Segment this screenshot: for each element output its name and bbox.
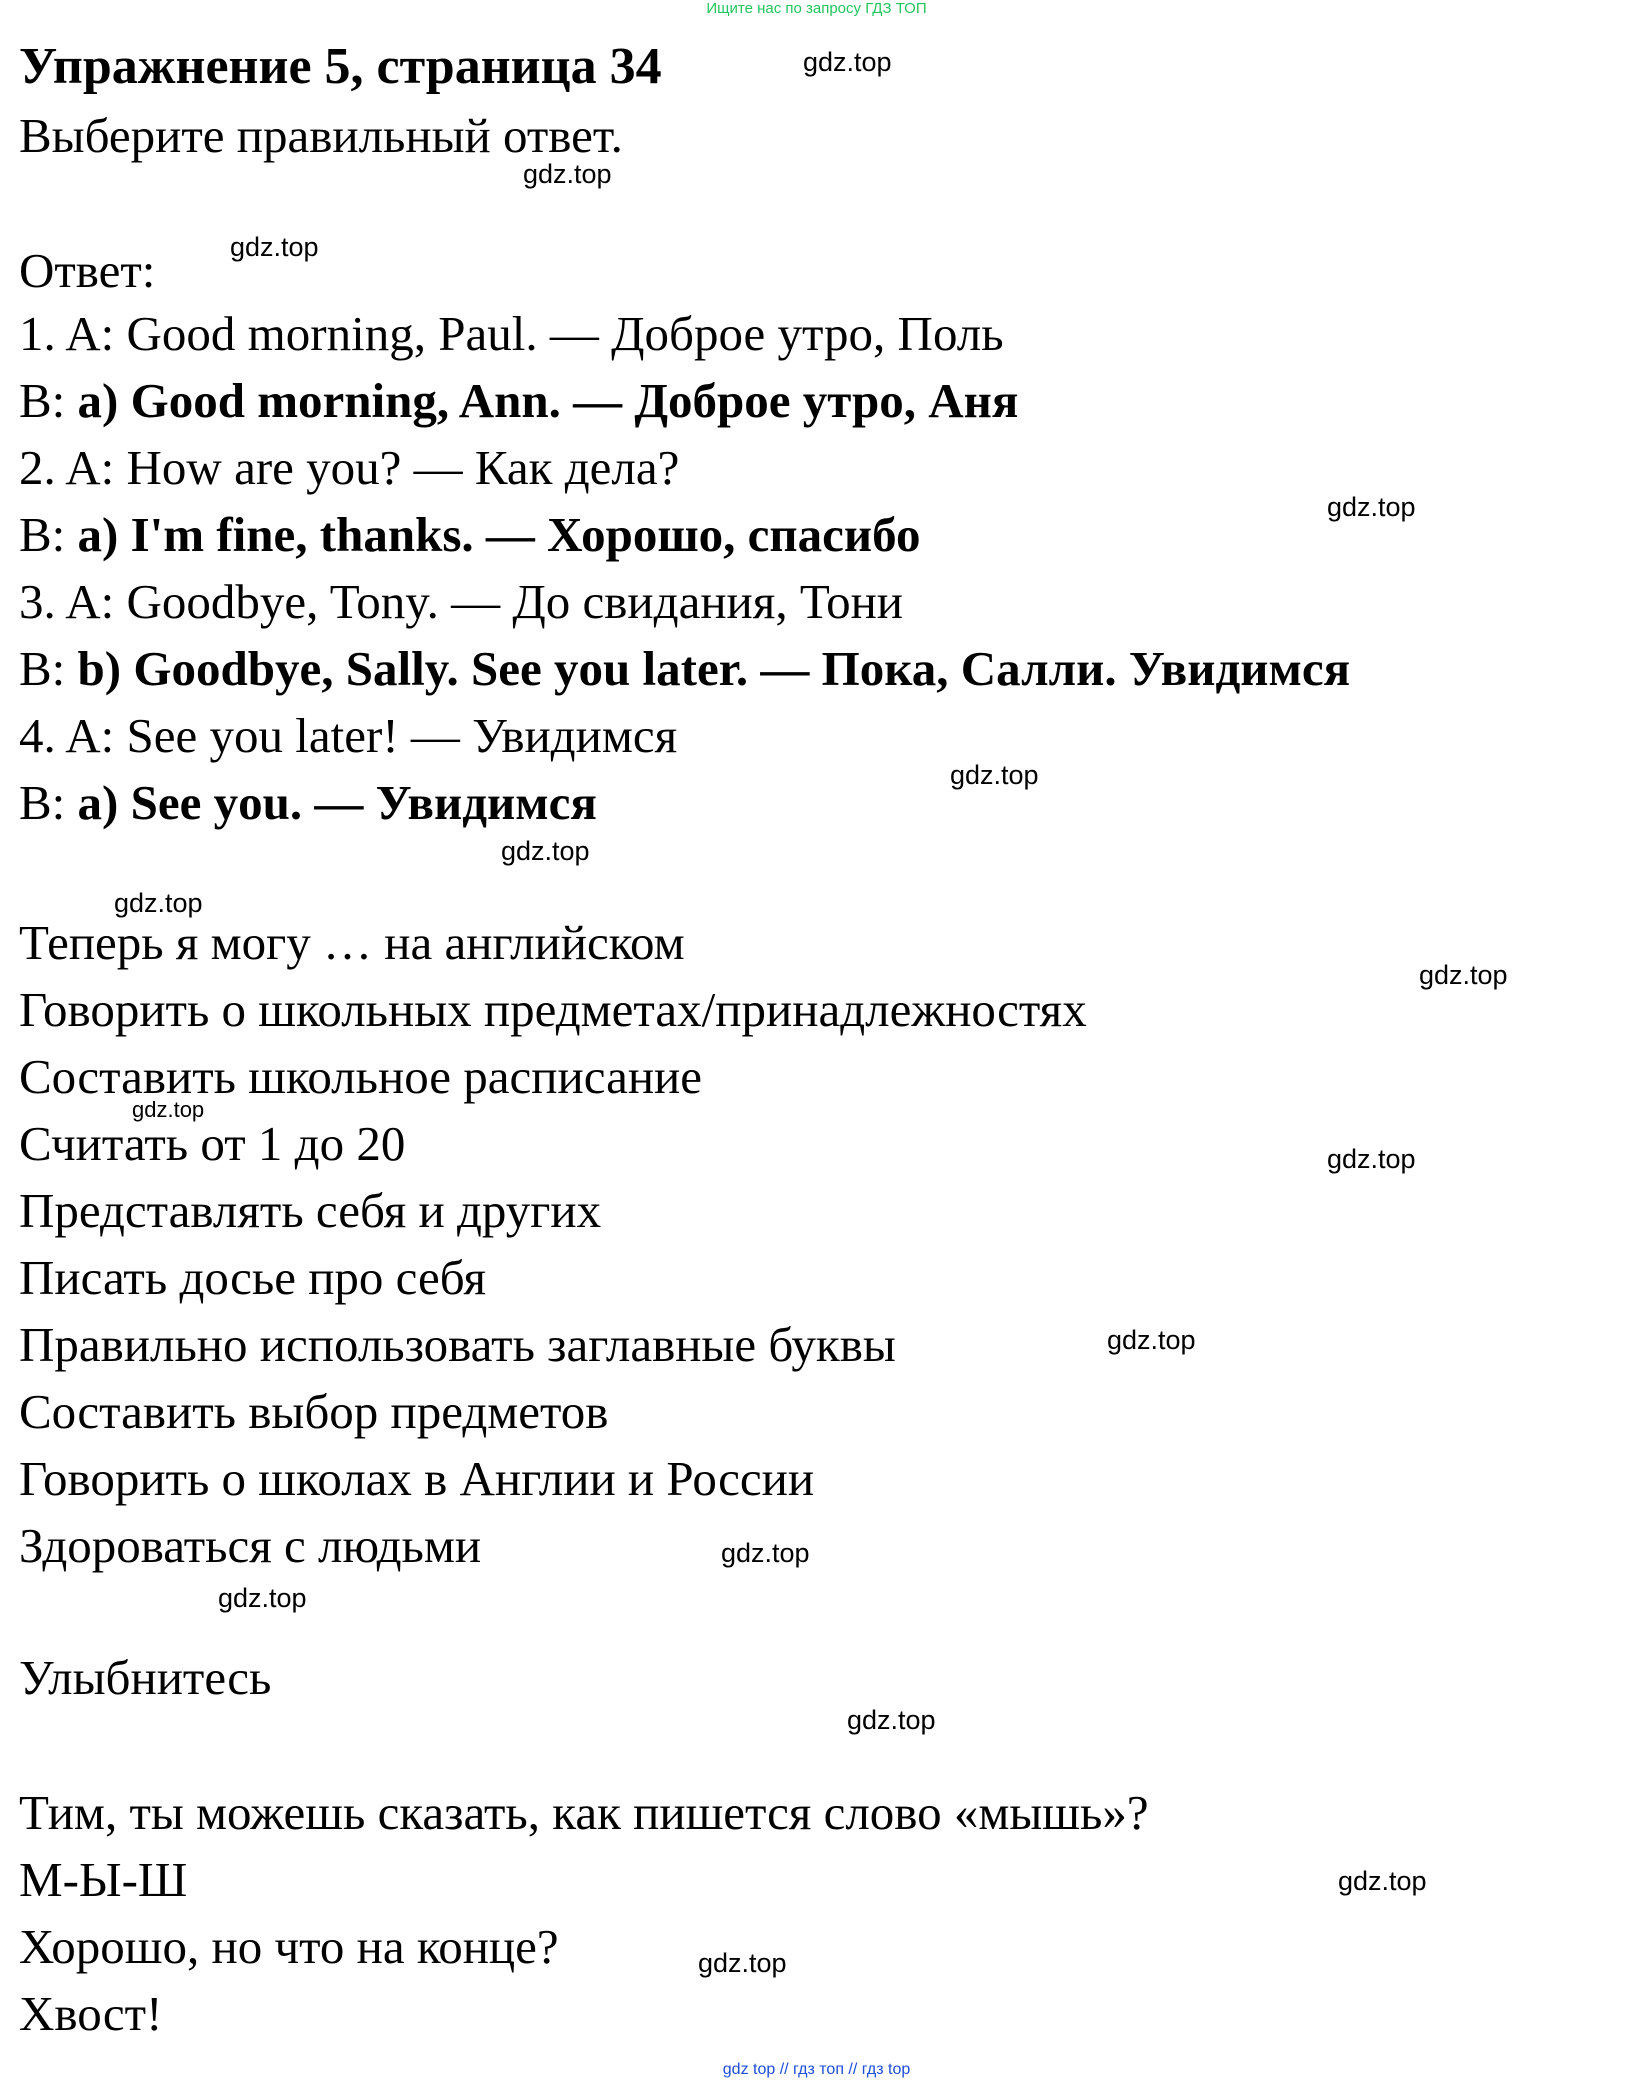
instruction: Выберите правильный ответ. <box>19 108 623 163</box>
joke-line: М-Ы-Ш <box>19 1852 188 1907</box>
dialogue-2-a: 2. A: How are you? — Как дела? <box>19 440 680 495</box>
dialogue-3-b <box>19 638 1350 700</box>
skill-item: Правильно использовать заглавные буквы <box>19 1317 896 1372</box>
answer-label: Ответ: <box>19 243 156 298</box>
watermark: gdz.top <box>218 1583 307 1613</box>
watermark: gdz.top <box>698 1948 787 1978</box>
watermark: gdz.top <box>1419 960 1508 990</box>
dialogue-b-prefix: B: <box>19 775 78 830</box>
watermark: gdz.top <box>230 232 319 262</box>
skill-item: Составить школьное расписание <box>19 1049 703 1104</box>
dialogue-1-b <box>19 370 1018 432</box>
watermark: gdz.top <box>721 1538 810 1568</box>
joke-line: Хорошо, но что на конце? <box>19 1919 559 1974</box>
watermark: gdz.top <box>1327 1144 1416 1174</box>
watermark: gdz.top <box>114 888 203 918</box>
watermark: gdz.top <box>523 159 612 189</box>
watermark: gdz.top <box>132 1097 205 1122</box>
top-banner: Ищите нас по запросу ГДЗ ТОП <box>706 0 927 17</box>
skill-item: Считать от 1 до 20 <box>19 1116 406 1171</box>
watermark: gdz.top <box>1107 1325 1196 1355</box>
page-title: Упражнение 5, страница 34 <box>19 38 662 95</box>
dialogue-3-a: 3. A: Goodbye, Tony. — До свидания, Тони <box>19 574 904 629</box>
footer-links: gdz top // гдз топ // гдз top <box>722 2061 911 2078</box>
skill-item: Составить выбор предметов <box>19 1384 609 1439</box>
joke-line: Тим, ты можешь сказать, как пишется слово «мышь»? <box>19 1785 1149 1840</box>
dialogue-1-answer: a) Good morning, Ann. — Доброе утро, Аня <box>77 373 1019 428</box>
skill-item: Говорить о школьных предметах/принадлежностях <box>19 982 1087 1037</box>
dialogue-4-b <box>19 772 597 834</box>
skills-heading: Теперь я могу … на английском <box>19 915 685 970</box>
dialogue-4-a: 4. A: See you later! — Увидимся <box>19 708 678 763</box>
watermark: gdz.top <box>847 1705 936 1735</box>
skill-item: Здороваться с людьми <box>19 1518 482 1573</box>
watermark: gdz.top <box>501 836 590 866</box>
dialogue-1-a: 1. A: Good morning, Paul. — Доброе утро, Поль <box>19 306 1004 361</box>
smile-heading: Улыбнитесь <box>19 1650 272 1705</box>
dialogue-2-b <box>19 504 921 566</box>
watermark: gdz.top <box>1327 492 1416 522</box>
dialogue-3-answer: b) Goodbye, Sally. See you later. — Пока, Салли. Увидимся <box>77 641 1351 696</box>
watermark: gdz.top <box>1338 1866 1427 1896</box>
watermark: gdz.top <box>803 47 892 77</box>
watermark: gdz.top <box>950 760 1039 790</box>
dialogue-b-prefix: B: <box>19 507 78 562</box>
dialogue-b-prefix: B: <box>19 373 78 428</box>
skill-item: Представлять себя и других <box>19 1183 602 1238</box>
dialogue-4-answer: a) See you. — Увидимся <box>77 775 597 830</box>
dialogue-2-answer: a) I'm fine, thanks. — Хорошо, спасибо <box>77 507 921 562</box>
skill-item: Говорить о школах в Англии и России <box>19 1451 815 1506</box>
skill-item: Писать досье про себя <box>19 1250 487 1305</box>
joke-line: Хвост! <box>19 1986 163 2041</box>
dialogue-b-prefix: B: <box>19 641 78 696</box>
